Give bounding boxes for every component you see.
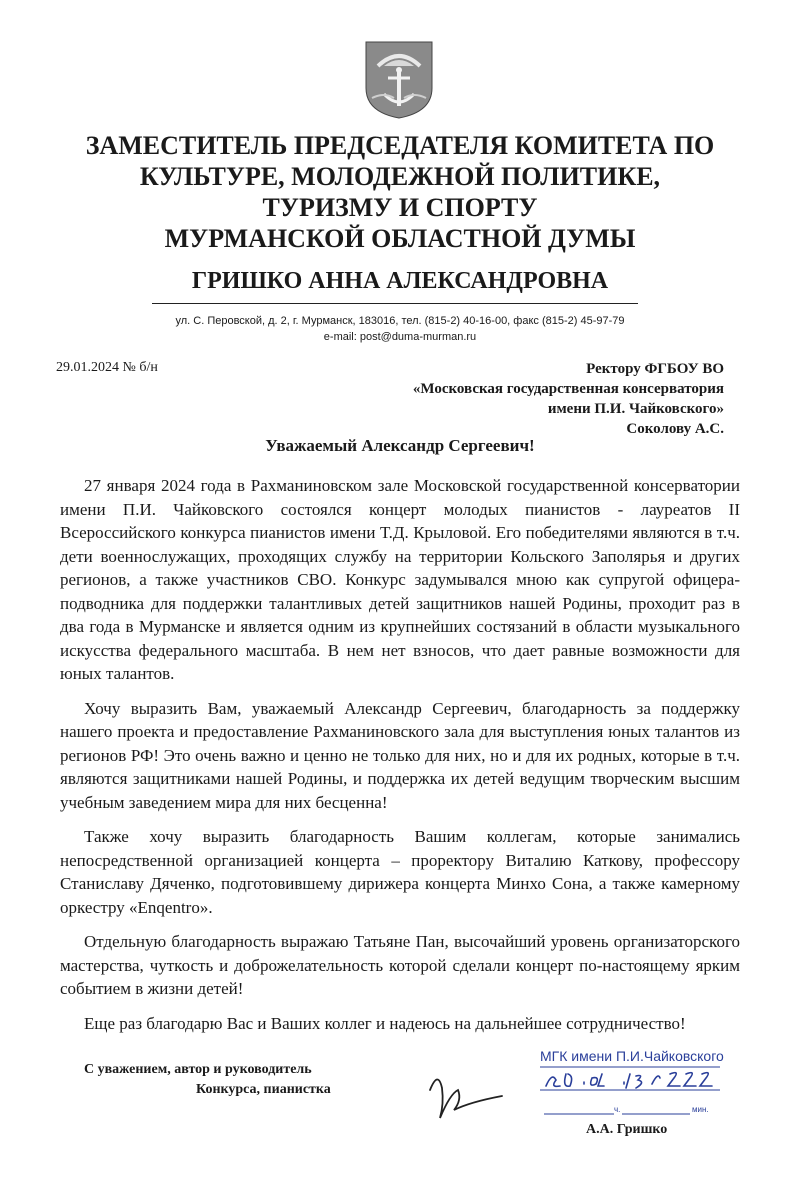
body-paragraph: Еще раз благодарю Вас и Ваших коллег и надеюсь на дальнейшее сотрудничество! (84, 1013, 686, 1033)
stamp-handwriting-icon (540, 1048, 730, 1120)
letter-body (60, 474, 740, 1046)
addressee-line: Ректору ФГБОУ ВО (586, 361, 724, 377)
body-paragraph: Также хочу выразить благодарность Вашим коллегам, которые занимались непосредственной организацией концерта – проректору Виталию Каткову, профессору Станиславу Дяченко, подготовившему дирижера концерта Минхо Сона, а также камерному оркестру «Enqentro». (60, 827, 740, 917)
body-paragraph: Хочу выразить Вам, уважаемый Александр Сергеевич, благодарность за поддержку нашего проекта и предоставление Рахманиновского зала для выступления юных талантов из регионов РФ! Это очень важно и ценно не только для них, но и для их родных, которые в т.ч. являются защитниками нашей Родины, и поддержка их детей ведущим творческим высшим учебным заведением мира для них бесценна! (60, 698, 740, 812)
body-paragraph: Отдельную благодарность выражаю Татьяне Пан, высочайший уровень организаторского мастерства, чуткость и доброжелательность которой сделали концерт по-настоящему ярким событием в жизни детей! (60, 932, 740, 998)
stamp-title: МГК имени П.И.Чайковского (540, 1048, 724, 1064)
handwritten-signature-icon (420, 1060, 510, 1130)
registration-stamp (540, 1048, 730, 1120)
heading-line: ЗАМЕСТИТЕЛЬ ПРЕДСЕДАТЕЛЯ КОМИТЕТА ПО (85, 131, 715, 160)
addressee-line: имени П.И. Чайковского» (547, 401, 724, 417)
signer-name: А.А. Гришко (586, 1122, 668, 1137)
header-divider (152, 303, 638, 304)
closing-line: Конкурса, пианистка (196, 1082, 331, 1097)
email-address: e-mail: post@duma-murman.ru (323, 331, 477, 343)
closing-line: С уважением, автор и руководитель (84, 1062, 312, 1077)
heading-line: КУЛЬТУРЕ, МОЛОДЕЖНОЙ ПОЛИТИКЕ, (139, 162, 661, 191)
postal-address: ул. С. Перовской, д. 2, г. Мурманск, 183016, тел. (815-2) 40-16-00, факс (815-2) 45-97-79 (175, 315, 625, 327)
salutation: Уважаемый Александр Сергеевич! (265, 436, 535, 455)
coat-of-arms-icon (364, 40, 434, 120)
addressee-line: Соколову А.С. (626, 421, 724, 437)
heading-line: ТУРИЗМУ И СПОРТУ (262, 193, 538, 222)
body-paragraph: 27 января 2024 года в Рахманиновском зале Московской государственной консерватории имени П.И. Чайковского состоялся концерт молодых пианистов - лауреатов II Всероссийского конкурса пианистов имени Т.Д. Крыловой. Его победителями являются в т.ч. дети военнослужащих, проходящих службу на территории Кольского Заполярья и других регионов, а также участников СВО. Конкурс задумывался мною как супругой офицера-подводника для поддержки талантливых детей защитников нашей Родины, проходит раз в два года в Мурманске и является одним из крупнейших состязаний в области музыкального искусства федерального масштаба. В нем нет взносов, что дает равные возможности для юных талантов. (60, 476, 740, 683)
addressee-block (413, 359, 724, 439)
svg-text:ч.: ч. (614, 1105, 621, 1114)
svg-text:мин.: мин. (692, 1105, 709, 1114)
document-date: 29.01.2024 № б/н (56, 360, 158, 375)
closing-block (84, 1060, 331, 1100)
heading-line: МУРМАНСКОЙ ОБЛАСТНОЙ ДУМЫ (164, 224, 636, 253)
author-name: ГРИШКО АННА АЛЕКСАНДРОВНА (191, 268, 609, 294)
addressee-line: «Московская государственная консерватория (412, 381, 724, 397)
document-heading (0, 130, 800, 254)
